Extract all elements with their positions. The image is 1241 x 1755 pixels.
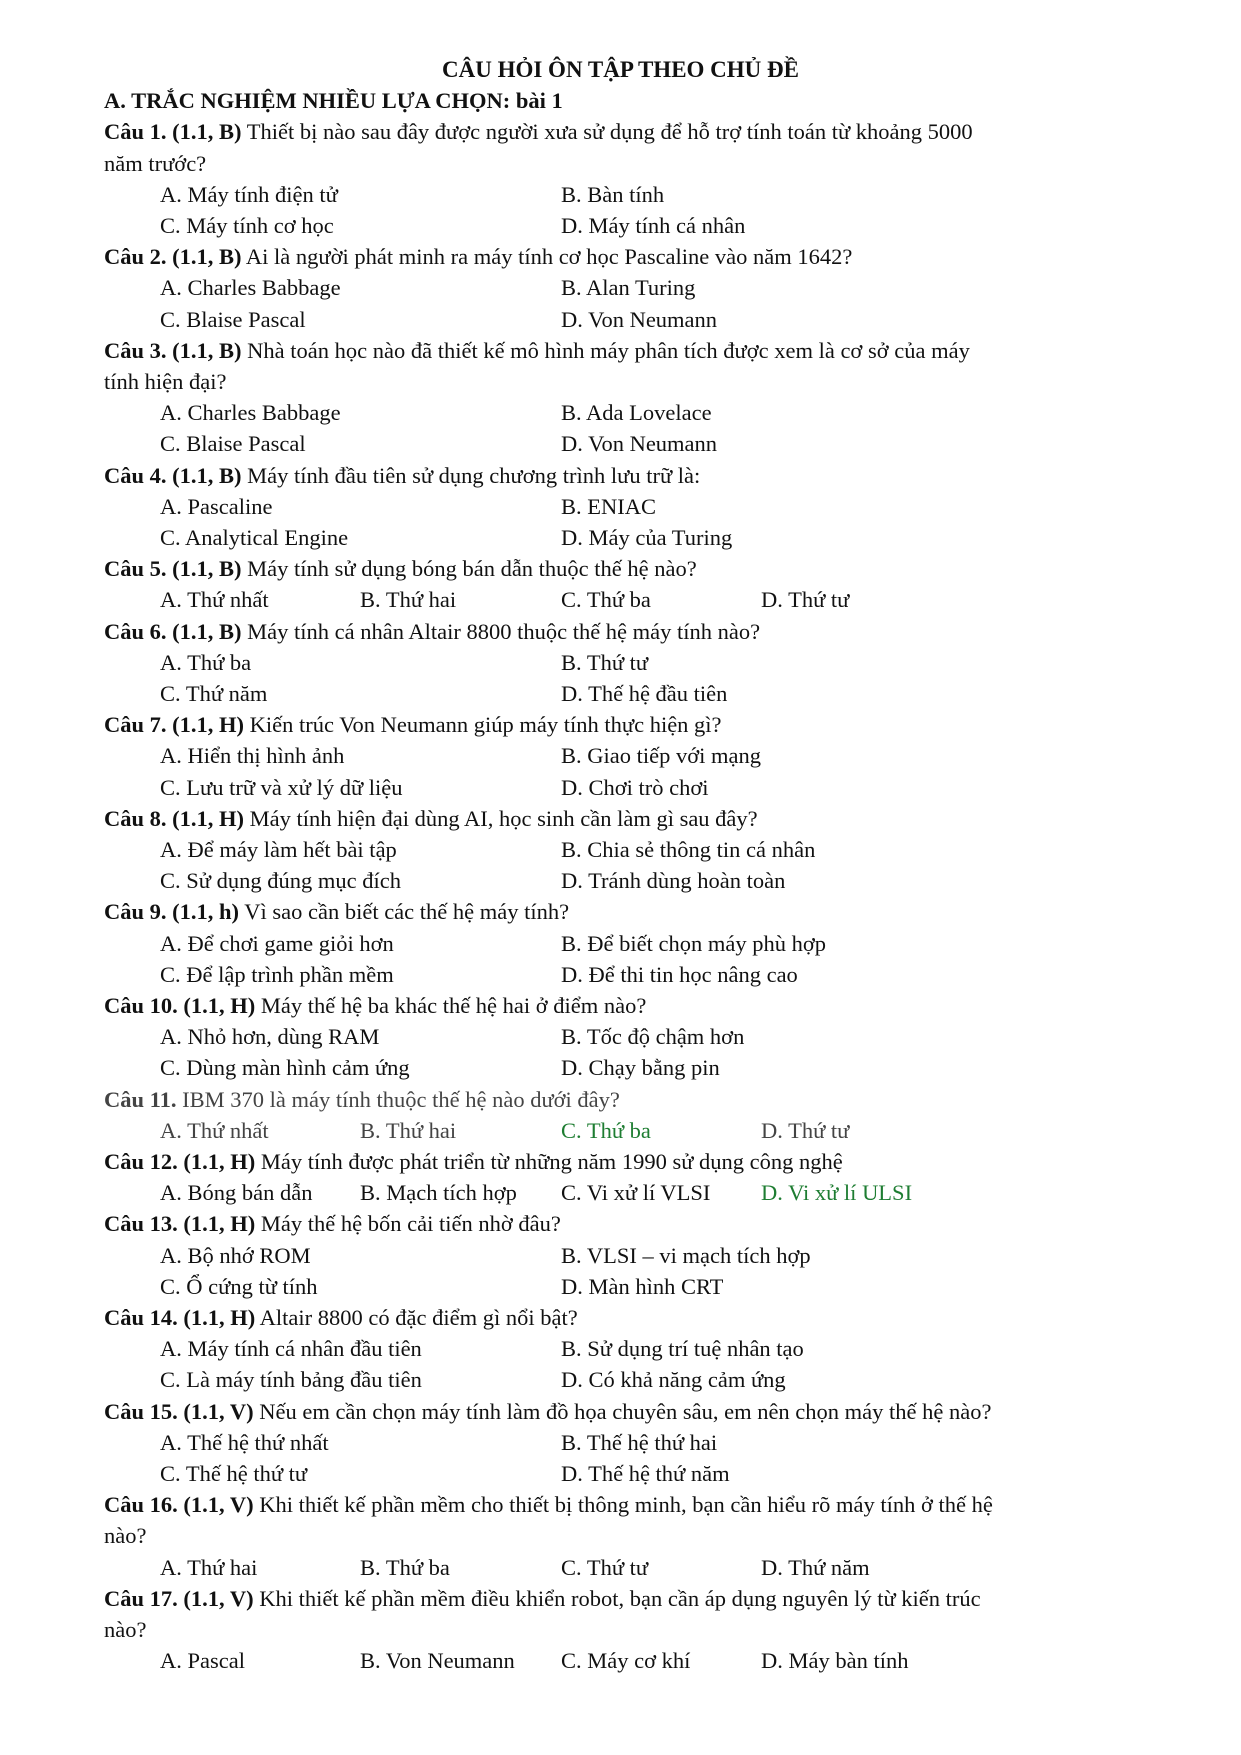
options-row	[104, 1364, 1174, 1395]
question-text: Kiến trúc Von Neumann giúp máy tính thực hiện gì?	[249, 712, 722, 738]
question-text-continued: nào?	[104, 1617, 147, 1642]
question-stem	[104, 1396, 1174, 1427]
question-text-continued: tính hiện đại?	[104, 369, 227, 394]
answer-option-c: C. Sử dụng đúng mục đích	[160, 868, 401, 894]
answer-option-d: D. Thứ tư	[761, 587, 850, 613]
question-number: Câu 17.	[104, 1585, 178, 1611]
options-row	[104, 1115, 1174, 1146]
question-text: Máy tính được phát triển từ những năm 1990 sử dụng công nghệ	[260, 1149, 843, 1174]
question-text: Nếu em cần chọn máy tính làm đồ họa chuyên sâu, em nên chọn máy thế hệ nào?	[259, 1398, 992, 1424]
question-text: Máy tính cá nhân Altair 8800 thuộc thế hệ máy tính nào?	[247, 618, 761, 644]
options-row	[104, 304, 1174, 335]
answer-option-d: D. Có khả năng cảm ứng	[561, 1367, 786, 1393]
answer-option-b: B. Alan Turing	[561, 275, 696, 301]
answer-option-d: D. Máy tính cá nhân	[561, 213, 746, 238]
answer-option-b: B. Ada Lovelace	[561, 400, 712, 426]
answer-option-c: C. Thứ ba	[561, 1117, 651, 1143]
answer-option-d: D. Von Neumann	[561, 306, 718, 332]
answer-option-d: D. Thế hệ đầu tiên	[561, 681, 728, 706]
question-number: Câu 3.	[104, 337, 167, 363]
question-number: Câu 7.	[104, 712, 167, 738]
options-row	[104, 865, 1174, 896]
question-text: Khi thiết kế phần mềm điều khiển robot, bạn cần áp dụng nguyên lý từ kiến trúc	[259, 1585, 981, 1611]
answer-option-a: A. Bộ nhớ ROM	[160, 1242, 311, 1268]
answer-option-d: D. Thứ tư	[761, 1117, 850, 1143]
options-row	[104, 210, 1174, 241]
question-stem	[104, 1146, 1174, 1177]
question-stem	[104, 116, 1174, 147]
question-stem	[104, 803, 1174, 834]
answer-option-b: B. Tốc độ chậm hơn	[561, 1024, 745, 1050]
options-row	[104, 397, 1174, 428]
question-stem	[104, 1489, 1174, 1520]
question-number: Câu 9.	[104, 899, 167, 925]
answer-option-c: C. Blaise Pascal	[160, 431, 306, 457]
answer-option-d: D. Chơi trò chơi	[561, 774, 709, 800]
answer-option-b: B. Mạch tích hợp	[360, 1180, 517, 1206]
answer-option-b: B. ENIAC	[561, 493, 656, 519]
options-row	[104, 959, 1174, 990]
question-stem-continued	[104, 1520, 1174, 1551]
answer-option-b: B. Thế hệ thứ hai	[561, 1429, 718, 1455]
answer-option-b: B. Giao tiếp với mạng	[561, 743, 761, 769]
answer-option-a: A. Pascal	[160, 1648, 245, 1674]
question-level-tag: (1.1, H)	[172, 712, 245, 738]
answer-option-a: A. Hiển thị hình ảnh	[160, 743, 345, 769]
question-stem-continued	[104, 148, 1174, 179]
answer-option-a: A. Máy tính điện tử	[160, 181, 338, 207]
options-row	[104, 179, 1174, 210]
options-row	[104, 1458, 1174, 1489]
options-row	[104, 647, 1174, 678]
question-level-tag: (1.1, B)	[172, 462, 242, 488]
question-level-tag: (1.1, B)	[172, 618, 242, 644]
question-stem	[104, 616, 1174, 647]
answer-option-a: A. Thế hệ thứ nhất	[160, 1429, 329, 1455]
answer-option-b: B. Để biết chọn máy phù hợp	[561, 930, 826, 956]
answer-option-a: A. Charles Babbage	[160, 275, 341, 301]
answer-option-b: B. Thứ tư	[561, 649, 649, 675]
answer-option-a: A. Máy tính cá nhân đầu tiên	[160, 1336, 422, 1362]
question-text: Máy thế hệ ba khác thế hệ hai ở điểm nào?	[260, 993, 647, 1018]
question-level-tag: (1.1, V)	[183, 1585, 254, 1611]
options-row	[104, 1427, 1174, 1458]
answer-option-d: D. Chạy bằng pin	[561, 1055, 720, 1081]
answer-option-d: D. Để thi tin học nâng cao	[561, 961, 798, 987]
answer-option-c: C. Là máy tính bảng đầu tiên	[160, 1367, 422, 1393]
answer-option-a: A. Thứ nhất	[160, 1117, 269, 1143]
question-level-tag: (1.1, h)	[172, 899, 240, 925]
answer-option-d: D. Von Neumann	[561, 431, 718, 457]
answer-option-d: D. Thế hệ thứ năm	[561, 1461, 730, 1486]
answer-option-c: C. Ổ cứng từ tính	[160, 1273, 318, 1299]
answer-option-a: A. Bóng bán dẫn	[160, 1180, 313, 1206]
question-text: Khi thiết kế phần mềm cho thiết bị thông minh, bạn cần hiểu rõ máy tính ở thế hệ	[259, 1492, 993, 1518]
answer-option-b: B. Bàn tính	[561, 181, 665, 207]
question-number: Câu 14.	[104, 1305, 178, 1330]
answer-option-c: C. Vi xử lí VLSI	[561, 1180, 711, 1206]
question-stem	[104, 896, 1174, 927]
question-text-continued: năm trước?	[104, 150, 207, 176]
answer-option-b: B. Chia sẻ thông tin cá nhân	[561, 837, 816, 862]
answer-option-a: A. Charles Babbage	[160, 400, 341, 426]
options-row	[104, 1645, 1174, 1676]
question-text: Máy tính đầu tiên sử dụng chương trình lưu trữ là:	[247, 462, 701, 488]
question-stem	[104, 990, 1174, 1021]
question-stem	[104, 1208, 1174, 1239]
answer-option-c: C. Lưu trữ và xử lý dữ liệu	[160, 774, 403, 800]
options-row	[104, 491, 1174, 522]
question-stem	[104, 335, 1174, 366]
answer-option-c: C. Analytical Engine	[160, 525, 349, 550]
question-number: Câu 6.	[104, 618, 167, 644]
question-level-tag: (1.1, B)	[172, 244, 242, 270]
question-level-tag: (1.1, B)	[172, 556, 242, 582]
answer-option-d: D. Tránh dùng hoàn toàn	[561, 868, 786, 894]
question-level-tag: (1.1, H)	[183, 1211, 256, 1237]
options-row	[104, 1552, 1174, 1583]
answer-option-c: C. Thứ tư	[561, 1554, 649, 1580]
options-row	[104, 772, 1174, 803]
answer-option-c: C. Thứ năm	[160, 681, 268, 706]
answer-option-a: A. Nhỏ hơn, dùng RAM	[160, 1024, 380, 1050]
question-number: Câu 13.	[104, 1211, 178, 1237]
question-level-tag: (1.1, V)	[183, 1492, 254, 1518]
question-text: Thiết bị nào sau đây được người xưa sử dụng để hỗ trợ tính toán từ khoảng 5000	[246, 119, 973, 145]
question-level-tag: (1.1, V)	[183, 1398, 254, 1424]
answer-option-c: C. Blaise Pascal	[160, 306, 306, 332]
question-level-tag: (1.1, B)	[172, 337, 242, 363]
answer-option-d: D. Màn hình CRT	[561, 1273, 724, 1299]
question-stem	[104, 1084, 1174, 1115]
question-number: Câu 15.	[104, 1398, 178, 1424]
answer-option-d: D. Thứ năm	[761, 1554, 870, 1580]
answer-option-c: C. Dùng màn hình cảm ứng	[160, 1055, 410, 1081]
answer-option-c: C. Máy tính cơ học	[160, 213, 334, 238]
question-level-tag: (1.1, B)	[172, 119, 242, 145]
question-text-continued: nào?	[104, 1523, 147, 1549]
question-stem-continued	[104, 1614, 1174, 1645]
answer-option-a: A. Để chơi game giỏi hơn	[160, 930, 394, 956]
question-level-tag: (1.1, H)	[183, 993, 256, 1018]
question-number: Câu 4.	[104, 462, 167, 488]
question-number: Câu 10.	[104, 993, 178, 1018]
answer-option-b: B. Thứ hai	[360, 1117, 457, 1143]
options-row	[104, 584, 1174, 615]
options-row	[104, 522, 1174, 553]
options-row	[104, 834, 1174, 865]
options-row	[104, 1333, 1174, 1364]
question-text: Altair 8800 có đặc điểm gì nổi bật?	[259, 1305, 578, 1330]
options-row	[104, 428, 1174, 459]
options-row	[104, 1240, 1174, 1271]
page-title: CÂU HỎI ÔN TẬP THEO CHỦ ĐỀ	[442, 57, 799, 82]
question-number: Câu 11.	[104, 1086, 177, 1112]
options-row	[104, 1052, 1174, 1083]
answer-option-b: B. Von Neumann	[360, 1648, 515, 1674]
answer-option-b: B. VLSI – vi mạch tích hợp	[561, 1242, 811, 1268]
question-number: Câu 8.	[104, 805, 167, 831]
question-stem	[104, 709, 1174, 740]
question-level-tag: (1.1, H)	[183, 1305, 256, 1330]
options-row	[104, 678, 1174, 709]
question-stem	[104, 1583, 1174, 1614]
question-level-tag: (1.1, H)	[172, 805, 245, 831]
question-number: Câu 5.	[104, 556, 167, 582]
question-text: Vì sao cần biết các thế hệ máy tính?	[244, 899, 570, 925]
answer-option-b: B. Thứ ba	[360, 1554, 450, 1580]
question-text: IBM 370 là máy tính thuộc thế hệ nào dưới đây?	[182, 1086, 620, 1112]
answer-option-c: C. Máy cơ khí	[561, 1648, 691, 1674]
question-number: Câu 16.	[104, 1492, 178, 1518]
options-row	[104, 1177, 1174, 1208]
options-row	[104, 928, 1174, 959]
question-number: Câu 2.	[104, 244, 167, 270]
answer-option-a: A. Pascaline	[160, 493, 273, 519]
question-stem	[104, 460, 1174, 491]
answer-option-d: D. Máy của Turing	[561, 525, 733, 550]
options-row	[104, 1021, 1174, 1052]
answer-option-a: A. Thứ nhất	[160, 587, 269, 613]
answer-option-a: A. Để máy làm hết bài tập	[160, 837, 397, 862]
question-text: Máy tính hiện đại dùng AI, học sinh cần làm gì sau đây?	[249, 805, 758, 831]
answer-option-a: A. Thứ ba	[160, 649, 252, 675]
question-stem	[104, 553, 1174, 584]
answer-option-c: C. Thế hệ thứ tư	[160, 1461, 308, 1486]
question-level-tag: (1.1, H)	[183, 1149, 256, 1174]
question-stem	[104, 241, 1174, 272]
question-stem-continued	[104, 366, 1174, 397]
question-stem	[104, 1302, 1174, 1333]
question-number: Câu 1.	[104, 119, 167, 145]
answer-option-d: D. Máy bàn tính	[761, 1648, 909, 1674]
options-row	[104, 740, 1174, 771]
answer-option-a: A. Thứ hai	[160, 1554, 258, 1580]
answer-option-b: B. Thứ hai	[360, 587, 457, 613]
question-text: Máy thế hệ bốn cải tiến nhờ đâu?	[260, 1211, 561, 1237]
answer-option-c: C. Thứ ba	[561, 587, 651, 613]
answer-option-d: D. Vi xử lí ULSI	[761, 1180, 913, 1206]
question-text: Nhà toán học nào đã thiết kế mô hình máy phân tích được xem là cơ sở của máy	[247, 337, 970, 363]
answer-option-c: C. Để lập trình phần mềm	[160, 961, 394, 987]
question-number: Câu 12.	[104, 1149, 178, 1174]
options-row	[104, 272, 1174, 303]
question-text: Ai là người phát minh ra máy tính cơ học Pascaline vào năm 1642?	[245, 244, 853, 270]
question-text: Máy tính sử dụng bóng bán dẫn thuộc thế hệ nào?	[247, 556, 697, 582]
options-row	[104, 1271, 1174, 1302]
answer-option-b: B. Sử dụng trí tuệ nhân tạo	[561, 1336, 804, 1362]
section-heading: A. TRẮC NGHIỆM NHIỀU LỰA CHỌN: bài 1	[104, 88, 563, 114]
